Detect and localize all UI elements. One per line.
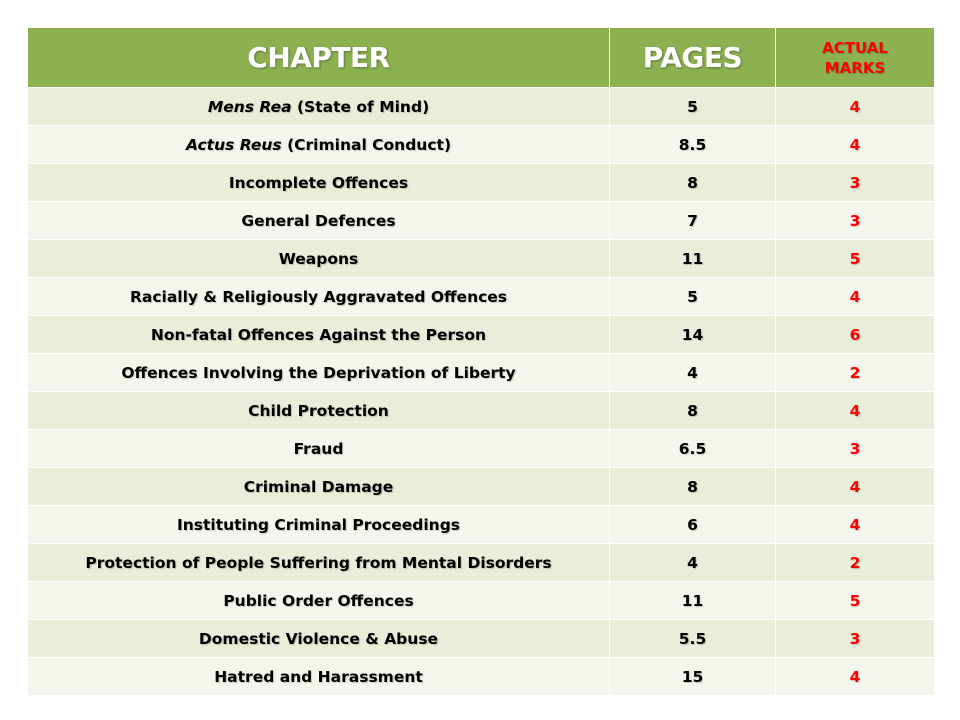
- chapter-cell: [28, 316, 610, 354]
- chapter-cell: [28, 430, 610, 468]
- pages-cell: 5.5: [610, 620, 776, 658]
- chapter-cell: [28, 544, 610, 582]
- table-row: [28, 392, 935, 430]
- chapter-name: Protection of People Suffering from Mental Disorders: [85, 553, 552, 572]
- chapter-cell: [28, 278, 610, 316]
- chapter-cell: [28, 582, 610, 620]
- actual-marks-cell: 5: [776, 582, 935, 620]
- table-row: [28, 582, 935, 620]
- actual-marks-cell: 6: [776, 316, 935, 354]
- pages-cell: 8: [610, 392, 776, 430]
- table-header: [28, 28, 935, 88]
- pages-cell: 6: [610, 506, 776, 544]
- table-row: [28, 354, 935, 392]
- actual-marks-column-header: [776, 28, 935, 88]
- actual-marks-cell: 3: [776, 164, 935, 202]
- actual-marks-cell: 2: [776, 544, 935, 582]
- chapter-cell: [28, 468, 610, 506]
- chapter-name: Public Order Offences: [223, 591, 414, 610]
- actual-marks-cell: 4: [776, 278, 935, 316]
- chapter-cell: [28, 164, 610, 202]
- chapter-name: Child Protection: [248, 401, 389, 420]
- chapter-name: Domestic Violence & Abuse: [198, 629, 439, 648]
- table-row: [28, 544, 935, 582]
- actual-marks-cell: 3: [776, 202, 935, 240]
- header-row: [28, 28, 935, 88]
- chapter-name: Fraud: [293, 439, 344, 458]
- table-body: [28, 88, 935, 696]
- table-row: [28, 202, 935, 240]
- chapter-cell: [28, 620, 610, 658]
- pages-cell: 5: [610, 278, 776, 316]
- chapter-name: Instituting Criminal Proceedings: [176, 515, 461, 534]
- chapter-cell: [28, 506, 610, 544]
- chapter-column-header: CHAPTER: [28, 28, 610, 88]
- chapter-marks-table: [27, 27, 935, 696]
- pages-cell: 8.5: [610, 126, 776, 164]
- table-row: [28, 164, 935, 202]
- chapter-cell: [28, 658, 610, 696]
- pages-cell: 5: [610, 88, 776, 126]
- chapter-name: Weapons: [278, 249, 359, 268]
- table-row: [28, 506, 935, 544]
- table-row: [28, 240, 935, 278]
- chapter-name: General Defences: [241, 211, 396, 230]
- pages-cell: 11: [610, 582, 776, 620]
- pages-cell: 14: [610, 316, 776, 354]
- chapter-name: Hatred and Harassment: [214, 667, 423, 686]
- actual-marks-cell: 3: [776, 620, 935, 658]
- chapter-cell: [28, 240, 610, 278]
- actual-marks-cell: 3: [776, 430, 935, 468]
- table-row: [28, 88, 935, 126]
- table-row: [28, 620, 935, 658]
- table-row: [28, 316, 935, 354]
- chapter-cell: [28, 354, 610, 392]
- chapter-latin-term: Mens Rea: [207, 97, 292, 116]
- pages-cell: 7: [610, 202, 776, 240]
- actual-marks-header-line2: MARKS: [824, 58, 886, 77]
- pages-cell: 8: [610, 468, 776, 506]
- actual-marks-cell: 2: [776, 354, 935, 392]
- actual-marks-cell: 4: [776, 392, 935, 430]
- table-row: [28, 658, 935, 696]
- table-row: [28, 278, 935, 316]
- table-row: [28, 126, 935, 164]
- chapter-name: (State of Mind): [291, 97, 430, 116]
- actual-marks-cell: 4: [776, 506, 935, 544]
- chapter-name: (Criminal Conduct): [281, 135, 452, 154]
- actual-marks-header-line1: ACTUAL: [822, 38, 888, 57]
- pages-cell: 6.5: [610, 430, 776, 468]
- actual-marks-cell: 4: [776, 126, 935, 164]
- pages-cell: 8: [610, 164, 776, 202]
- chapter-name: Racially & Religiously Aggravated Offences: [129, 287, 508, 306]
- pages-column-header: PAGES: [610, 28, 776, 88]
- chapter-name: Criminal Damage: [243, 477, 394, 496]
- chapter-cell: [28, 392, 610, 430]
- chapter-cell: [28, 88, 610, 126]
- chapter-cell: [28, 126, 610, 164]
- chapter-name: Incomplete Offences: [228, 173, 409, 192]
- table-row: [28, 430, 935, 468]
- actual-marks-cell: 4: [776, 88, 935, 126]
- chapter-cell: [28, 202, 610, 240]
- pages-cell: 11: [610, 240, 776, 278]
- actual-marks-cell: 4: [776, 468, 935, 506]
- chapter-name: Non-fatal Offences Against the Person: [150, 325, 487, 344]
- chapter-latin-term: Actus Reus: [185, 135, 282, 154]
- actual-marks-cell: 5: [776, 240, 935, 278]
- pages-cell: 4: [610, 544, 776, 582]
- table-row: [28, 468, 935, 506]
- actual-marks-cell: 4: [776, 658, 935, 696]
- chapter-name: Offences Involving the Deprivation of Liberty: [121, 363, 516, 382]
- pages-cell: 15: [610, 658, 776, 696]
- pages-cell: 4: [610, 354, 776, 392]
